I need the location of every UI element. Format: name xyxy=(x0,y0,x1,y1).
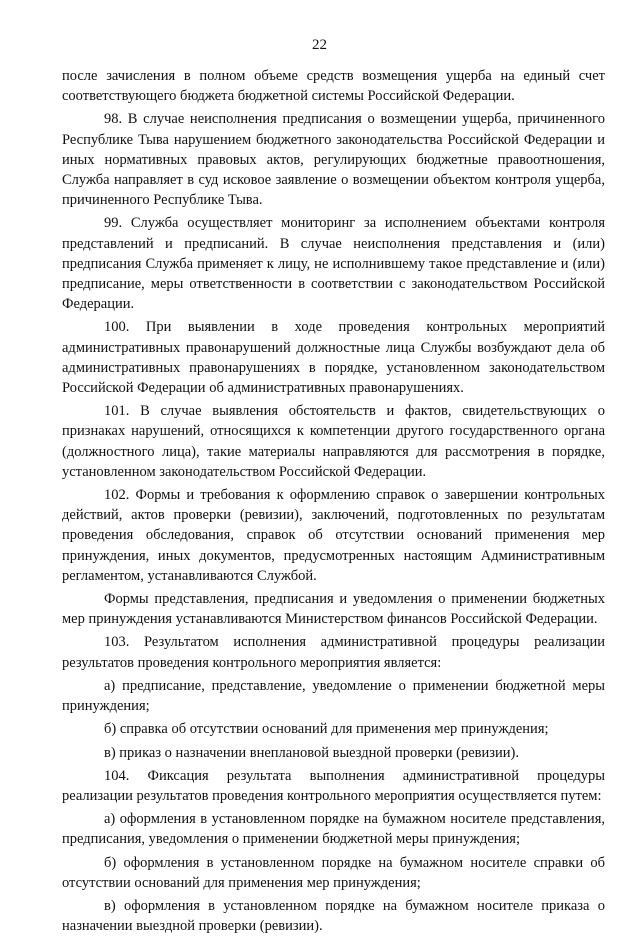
paragraph-forms: Формы представления, предписания и уведомления о применении бюджетных мер принуждения устанавливаются Министерством финансов Российской Федерации. xyxy=(62,591,605,628)
paragraph-98: 98. В случае неисполнения предписания о возмещении ущерба, причиненного Республике Тыва нарушением бюджетного законодательства Российской Федерации и иных нормативных правовых актов, регулирующих бюджетные правоотношения, Служба направляет в суд исковое заявление о возмещении объектом контроля ущерба, причиненного Республике Тыва. xyxy=(62,111,605,209)
list-item-104-a: а) оформления в установленном порядке на бумажном носителе представления, предписания, уведомления о применении бюджетной меры принуждения; xyxy=(62,811,605,848)
paragraph-continuation: после зачисления в полном объеме средств возмещения ущерба на единый счет соответствующего бюджета бюджетной системы Российской Федерации. xyxy=(62,68,605,105)
paragraph-100: 100. При выявлении в ходе проведения контрольных мероприятий административных правонарушений должностные лица Службы возбуждают дела об административных правонарушениях в порядке, установленном законодательством Российской Федерации об административных правонарушениях. xyxy=(62,319,605,397)
list-item-104-v: в) оформления в установленном порядке на бумажном носителе приказа о назначении выездной проверки (ревизии). xyxy=(62,897,605,935)
document-body xyxy=(62,66,605,936)
paragraph-104: 104. Фиксация результата выполнения административной процедуры реализации результатов проведения контрольного мероприятия осуществляется путем: xyxy=(62,767,605,804)
list-item-103-a: а) предписание, представление, уведомление о применении бюджетной меры принуждения; xyxy=(62,677,605,715)
paragraph-103: 103. Результатом исполнения административной процедуры реализации результатов проведения контрольного мероприятия является: xyxy=(62,634,605,671)
list-item-103-v: в) приказ о назначении внеплановой выездной проверки (ревизии). xyxy=(104,744,519,761)
list-item-103-b: б) справка об отсутствии оснований для применения мер принуждения; xyxy=(104,721,549,738)
page-number: 22 xyxy=(312,37,327,53)
list-item-104-b: б) оформления в установленном порядке на бумажном носителе справки об отсутствии оснований для применения мер принуждения; xyxy=(62,854,605,891)
paragraph-102: 102. Формы и требования к оформлению справок о завершении контрольных действий, актов проверки (ревизии), заключений, подготовленных по результатам проведения обследования, справок об отсутствии оснований применения мер принуждения, иных документов, предусмотренных настоящим Административным регламентом, устанавливаются Службой. xyxy=(62,487,605,584)
paragraph-99: 99. Служба осуществляет мониторинг за исполнением объектами контроля представлений и предписаний. В случае неисполнения представления и (или) предписания Служба применяет к лицу, не исполнившему такое представление и (или) предписание, меры ответственности в соответствии с законодательством Российской Федерации. xyxy=(62,215,605,313)
paragraph-101: 101. В случае выявления обстоятельств и фактов, свидетельствующих о признаках нарушений, относящихся к компетенции другого государственного органа (должностного лица), такие материалы направляются для рассмотрения в порядке, установленном законодательством Российской Федерации. xyxy=(62,403,605,480)
